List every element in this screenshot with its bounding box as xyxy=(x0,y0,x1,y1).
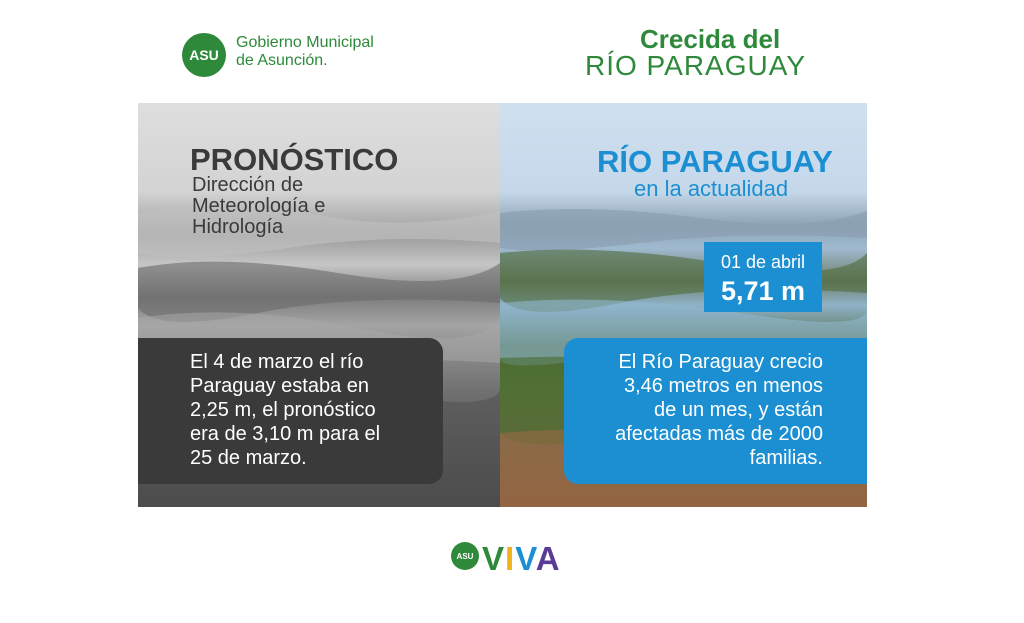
current-body-line: familias. xyxy=(749,447,823,469)
forecast-body-line: 2,25 m, el pronóstico xyxy=(190,399,376,421)
measurement-date: 01 de abril xyxy=(720,252,806,272)
current-body-line: de un mes, y están xyxy=(654,399,823,421)
forecast-text-box xyxy=(138,338,443,484)
viva-brand-logo xyxy=(482,540,561,578)
organization-name-line1: Gobierno Municipal xyxy=(236,34,374,51)
organization-name xyxy=(236,34,374,70)
forecast-subtitle-line3: Hidrología xyxy=(192,216,284,238)
current-body-line: El Río Paraguay crecio xyxy=(618,351,823,373)
river-level-badge xyxy=(704,242,822,312)
forecast-body-text xyxy=(190,350,440,470)
forecast-body-line: 25 de marzo. xyxy=(190,447,307,469)
viva-letter: V xyxy=(482,540,506,577)
asu-viva-badge-icon: ASU xyxy=(451,542,479,570)
campaign-title-line2: RÍO PARAGUAY xyxy=(585,50,807,81)
forecast-body-line: era de 3,10 m para el xyxy=(190,423,381,445)
viva-letter: I xyxy=(505,540,516,577)
current-body-line: 3,46 metros en menos xyxy=(624,375,823,397)
current-body-text xyxy=(573,350,823,470)
current-text-box xyxy=(564,338,867,484)
forecast-body-line: Paraguay estaba en xyxy=(190,375,370,397)
organization-name-line2: de Asunción. xyxy=(236,52,328,69)
forecast-title: PRONÓSTICO xyxy=(190,142,399,177)
forecast-subtitle xyxy=(192,175,325,238)
viva-letter: V xyxy=(515,540,536,577)
forecast-subtitle-line2: Meteorología e xyxy=(192,195,326,217)
current-body-line: afectadas más de 2000 xyxy=(615,423,823,445)
current-river-subtitle: en la actualidad xyxy=(634,176,789,201)
river-level-value: 5,71 m xyxy=(720,276,806,306)
asu-logo: ASU xyxy=(182,33,226,77)
forecast-body-line: El 4 de marzo el río xyxy=(190,351,364,373)
current-river-title: RÍO PARAGUAY xyxy=(597,144,833,179)
forecast-subtitle-line1: Dirección de xyxy=(192,174,304,196)
campaign-title-line1: Crecida del xyxy=(640,24,781,54)
viva-letter: A xyxy=(535,540,561,577)
